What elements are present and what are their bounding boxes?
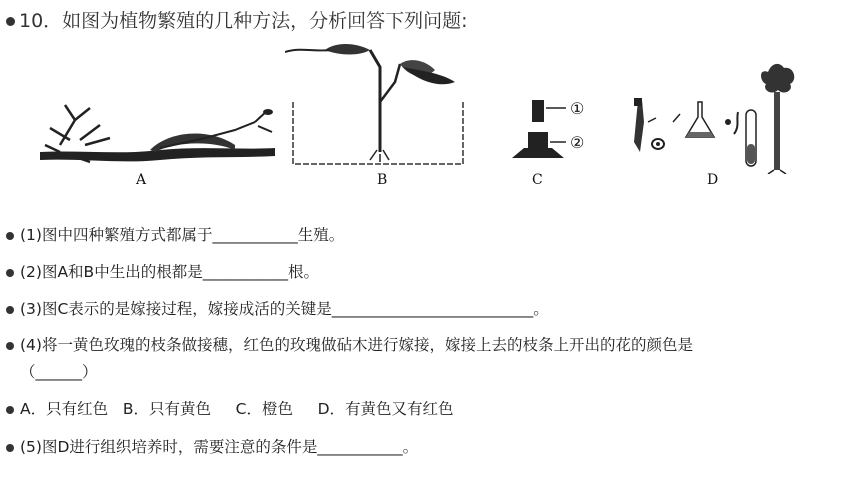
figure-c-grafting [508, 98, 603, 168]
figure-c-label: C [532, 172, 543, 188]
question-2-text: (2)图A和B中生出的根都是___________根。 [20, 263, 319, 281]
bullet-icon [6, 444, 14, 452]
question-5 [6, 435, 418, 457]
question-title [6, 6, 468, 33]
question-2 [6, 260, 319, 282]
question-3 [6, 297, 549, 319]
bullet-icon [6, 17, 15, 26]
question-4-options [6, 397, 454, 419]
figure-b-cutting [285, 42, 470, 172]
bullet-icon [6, 406, 14, 414]
bullet-icon [6, 269, 14, 277]
question-4 [6, 333, 693, 355]
figure-c-marker-1: ① [570, 99, 585, 118]
bullet-icon [6, 232, 14, 240]
question-1-text: (1)图中四种繁殖方式都属于___________生殖。 [20, 226, 345, 244]
question-4-blank-text: （______） [20, 363, 98, 381]
question-title-text: 10．如图为植物繁殖的几种方法，分析回答下列问题: [19, 10, 468, 32]
figure-d-label: D [707, 172, 719, 188]
question-3-text: (3)图C表示的是嫁接过程，嫁接成活的关键是__________________________。 [20, 300, 549, 318]
figure-a-label: A [136, 172, 147, 188]
question-1 [6, 223, 344, 245]
bullet-icon [6, 342, 14, 350]
figure-d-tissue-culture [628, 62, 808, 174]
bullet-icon [6, 306, 14, 314]
question-4-blank [20, 360, 98, 382]
question-4-options-text: A．只有红色 B．只有黄色 C．橙色 D．有黄色又有红色 [20, 400, 454, 418]
question-4-text: (4)将一黄色玫瑰的枝条做接穗，红色的玫瑰做砧木进行嫁接，嫁接上去的枝条上开出的花的颜色是 [20, 336, 693, 354]
question-5-text: (5)图D进行组织培养时，需要注意的条件是___________。 [20, 438, 419, 456]
figure-c-marker-2: ② [570, 133, 585, 152]
figure-a-layering [40, 100, 290, 170]
figure-b-label: B [377, 172, 388, 188]
